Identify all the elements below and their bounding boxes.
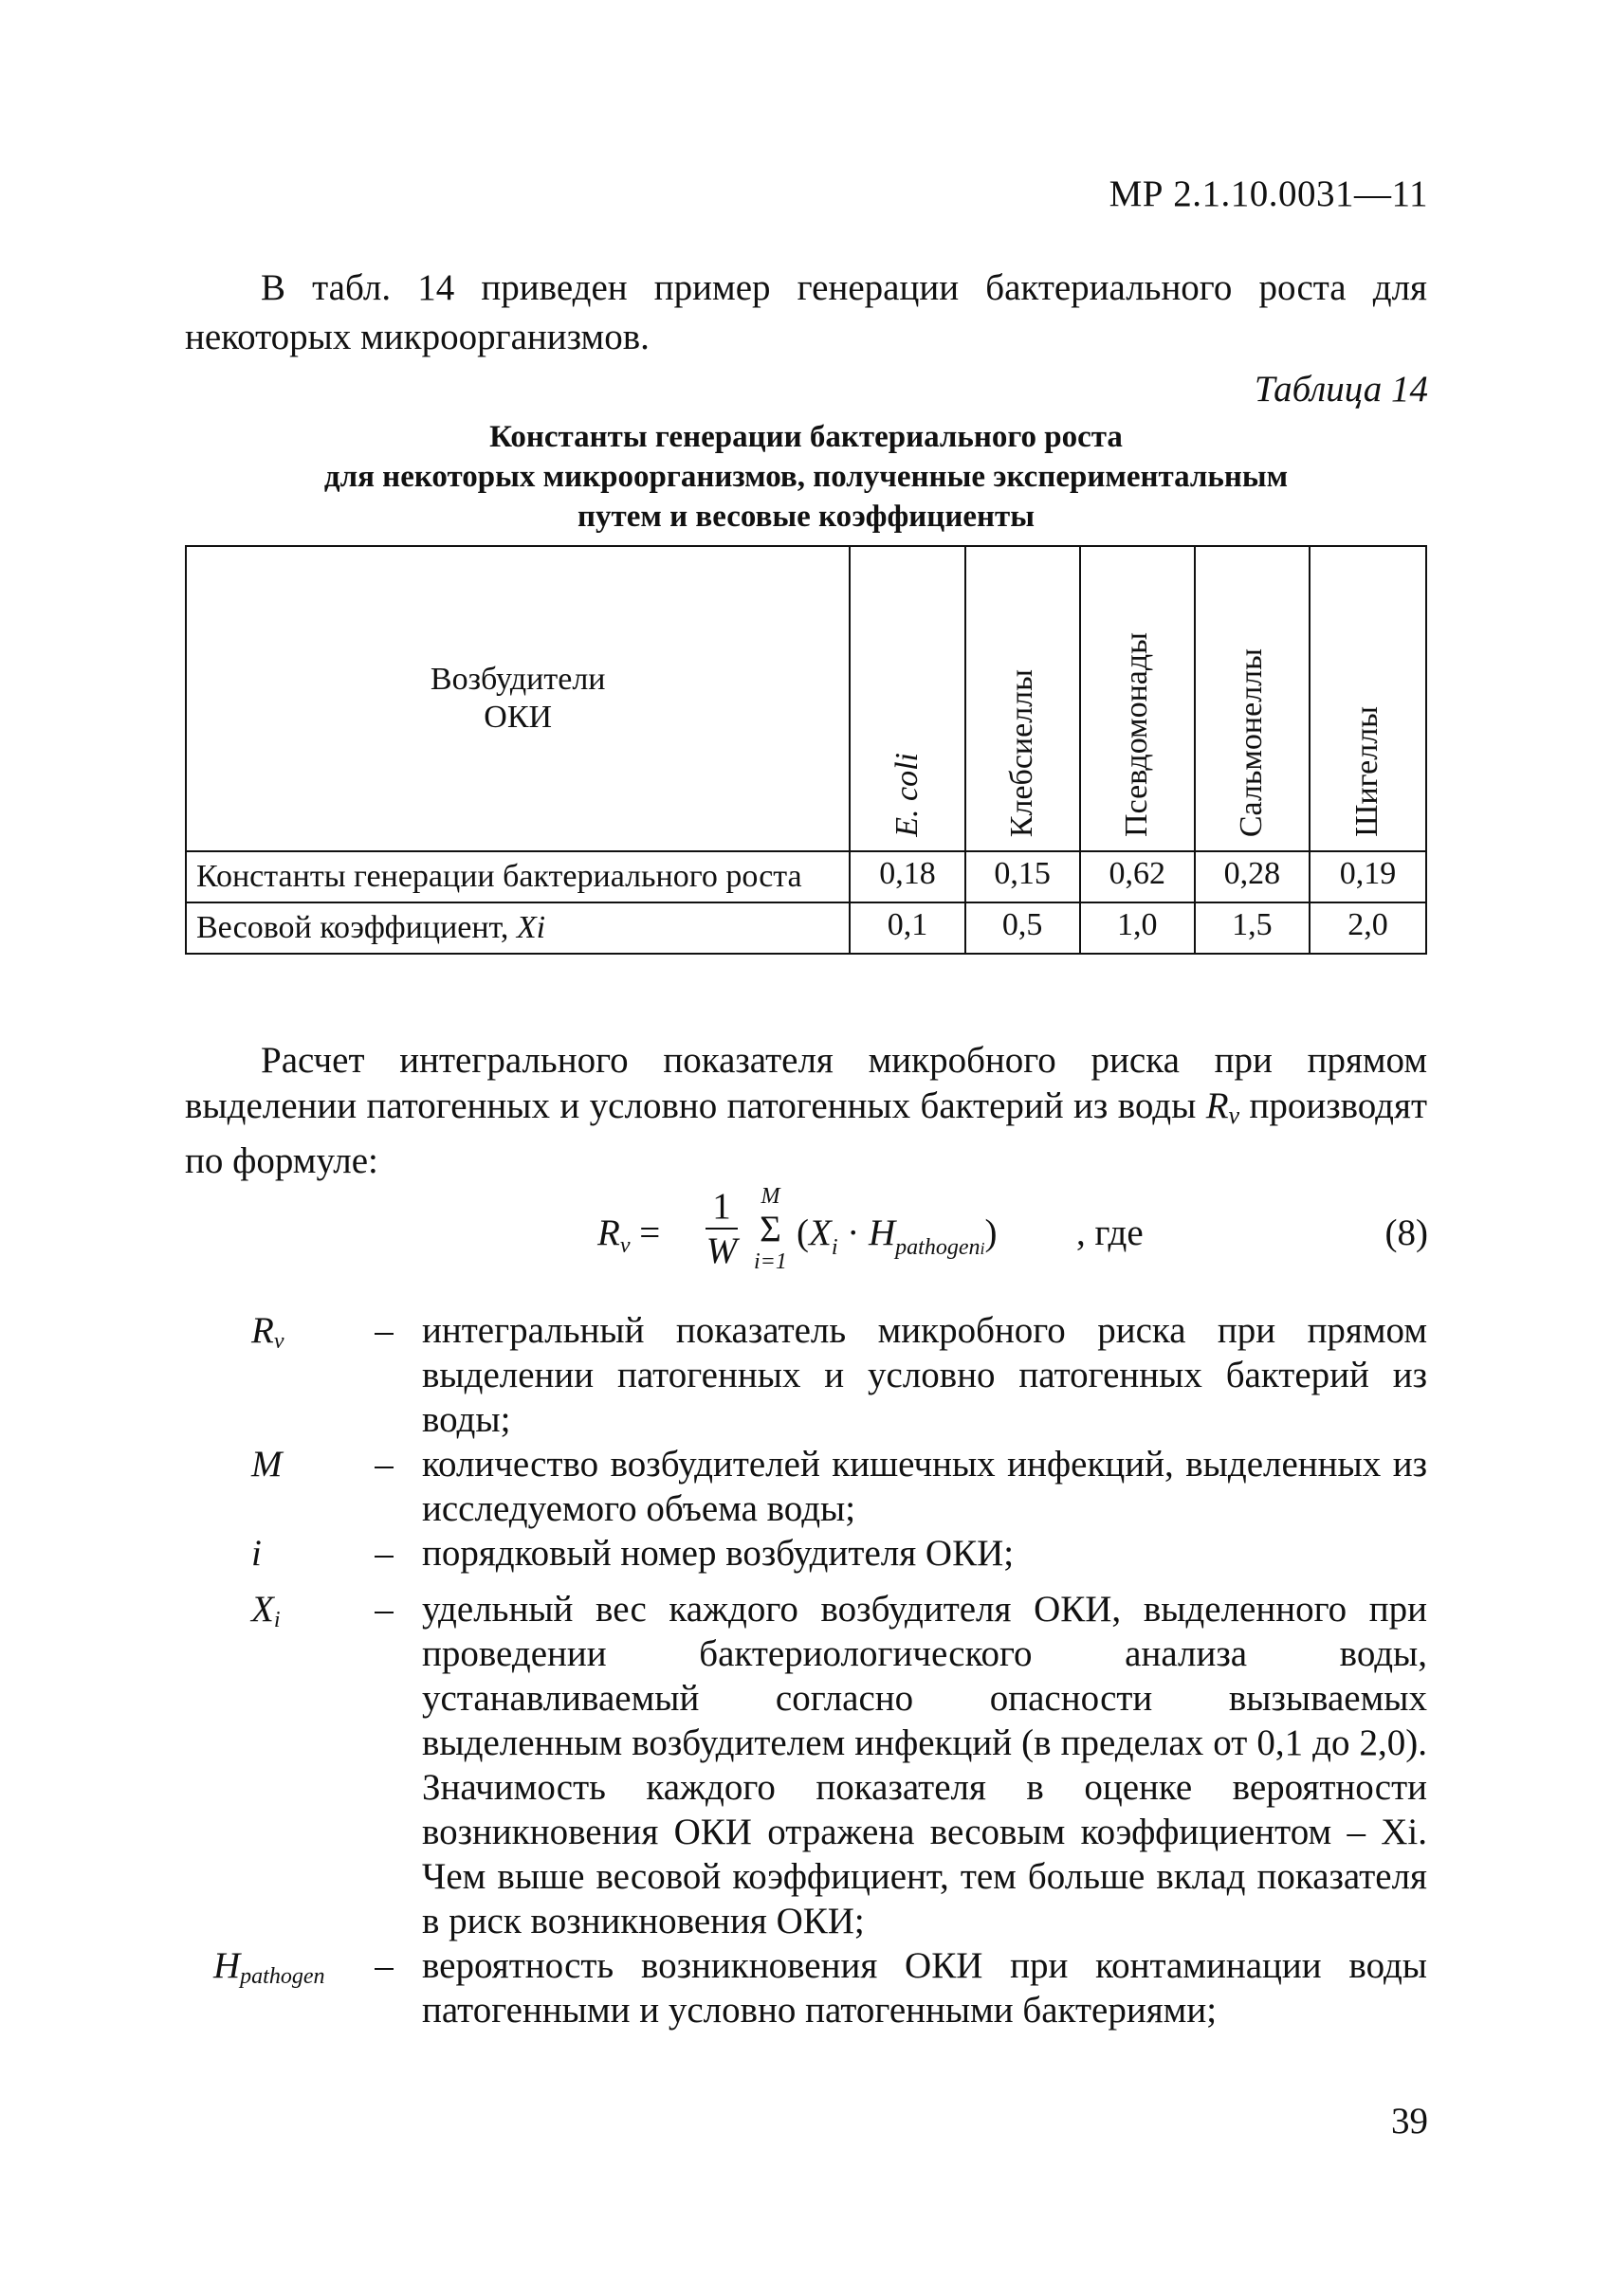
column-header-label: Сальмонеллы bbox=[1234, 647, 1270, 837]
table-cell: 2,0 bbox=[1310, 902, 1426, 954]
formula-equals: = bbox=[630, 1212, 661, 1253]
table-title-line: путем и весовые коэффициенты bbox=[577, 500, 1035, 534]
table-title-line: Константы генерации бактериального роста bbox=[489, 420, 1123, 454]
column-header-shigella bbox=[1310, 546, 1426, 851]
formula-body bbox=[797, 1212, 998, 1261]
row-label-text: Весовой коэффициент, bbox=[196, 910, 517, 945]
definition-dash: – bbox=[375, 1945, 394, 1986]
column-header-klebsiella bbox=[965, 546, 1080, 851]
table-row bbox=[186, 851, 1426, 902]
formula-x-sub: i bbox=[831, 1235, 838, 1260]
definition-text: вероятность возникновения ОКИ при контаминации воды патогенными и условно патогенными бактериями; bbox=[422, 1945, 1427, 2031]
formula-dot: · bbox=[837, 1212, 869, 1253]
definition-text: порядковый номер возбудителя ОКИ; bbox=[422, 1533, 1015, 1574]
header-label-line: ОКИ bbox=[484, 700, 553, 735]
table-header-row bbox=[186, 546, 1426, 851]
table-cell: 1,5 bbox=[1195, 902, 1310, 954]
formula-lhs bbox=[597, 1212, 660, 1259]
definition-symbol bbox=[185, 1442, 375, 1531]
definition-symbol-letter: X bbox=[251, 1589, 274, 1630]
column-header-ecoli bbox=[850, 546, 964, 851]
formula-h: H bbox=[869, 1212, 896, 1253]
definition-symbol bbox=[185, 1531, 375, 1587]
row-label-symbol: Xi bbox=[516, 910, 546, 945]
table-cell: 0,5 bbox=[965, 902, 1080, 954]
definition-symbol-sub: pathogen bbox=[240, 1964, 325, 1989]
definition-item bbox=[185, 1531, 1427, 1587]
formula-lhs-sub: v bbox=[619, 1233, 631, 1258]
formula-h-sub2: i bbox=[980, 1239, 985, 1258]
formula-x: X bbox=[809, 1212, 832, 1253]
table-title-line: для некоторых микроорганизмов, полученные экспериментальным bbox=[323, 460, 1289, 494]
table-title bbox=[185, 417, 1427, 537]
definition-dash: – bbox=[375, 1310, 394, 1351]
intro-paragraph: В табл. 14 приведен пример генерации бактериального роста для некоторых микроорганизмов. bbox=[185, 267, 1427, 357]
formula-close-paren: ) bbox=[984, 1212, 998, 1253]
column-header-salmonella bbox=[1195, 546, 1310, 851]
column-header-label: E. coli bbox=[889, 753, 925, 837]
column-header-pseudomonas bbox=[1080, 546, 1195, 851]
formula-number: (8) bbox=[1384, 1212, 1428, 1253]
table-cell: 1,0 bbox=[1080, 902, 1195, 954]
table-row bbox=[186, 902, 1426, 954]
formula-intro-paragraph bbox=[185, 1038, 1427, 1184]
data-table bbox=[185, 545, 1427, 955]
column-header-label: Псевдомонады bbox=[1119, 632, 1155, 837]
formula-numerator: 1 bbox=[712, 1186, 731, 1227]
definition-item bbox=[185, 1442, 1427, 1531]
sum-lower-limit: i=1 bbox=[754, 1249, 787, 1274]
page-number: 39 bbox=[1391, 2101, 1428, 2141]
row-label: Константы генерации бактериального роста bbox=[186, 851, 850, 902]
paragraph-text: Расчет интегрального показателя микробного риска при прямом выделении патогенных и условно патогенных бактерий из воды bbox=[185, 1040, 1427, 1126]
definitions-list bbox=[185, 1308, 1427, 2032]
definition-item bbox=[185, 1308, 1427, 1442]
formula-h-sub: pathogen bbox=[895, 1235, 981, 1260]
definition-item bbox=[185, 1587, 1427, 1943]
definition-text: количество возбудителей кишечных инфекций, выделенных из исследуемого объема воды; bbox=[422, 1444, 1427, 1529]
paragraph-symbol: R bbox=[1205, 1085, 1229, 1126]
sum-upper-limit: M bbox=[761, 1184, 780, 1209]
formula-open-paren: ( bbox=[797, 1212, 809, 1253]
table-cell: 0,18 bbox=[850, 851, 964, 902]
definition-symbol-letter: M bbox=[251, 1444, 283, 1485]
formula-fraction bbox=[704, 1185, 740, 1272]
sigma-symbol: Σ bbox=[760, 1209, 781, 1249]
definition-symbol bbox=[185, 1308, 375, 1442]
paragraph-text: производят по формуле: bbox=[185, 1085, 1427, 1181]
definition-dash: – bbox=[375, 1533, 394, 1574]
column-header-label: Шигеллы bbox=[1349, 706, 1385, 837]
formula-sum bbox=[754, 1185, 787, 1273]
paragraph-symbol-sub: v bbox=[1228, 1102, 1240, 1129]
column-header-label: Клебсиеллы bbox=[1004, 668, 1040, 837]
table-label: Таблица 14 bbox=[1254, 369, 1428, 410]
definition-symbol-sub: i bbox=[273, 1608, 281, 1632]
definition-item bbox=[185, 1943, 1427, 2032]
header-label-cell bbox=[186, 546, 850, 851]
definition-dash: – bbox=[375, 1444, 394, 1485]
table-cell: 0,15 bbox=[965, 851, 1080, 902]
definition-symbol-letter: H bbox=[213, 1945, 241, 1986]
row-label bbox=[186, 902, 850, 954]
table-cell: 0,28 bbox=[1195, 851, 1310, 902]
formula-tail: , где bbox=[1076, 1212, 1144, 1253]
definition-symbol-letter: i bbox=[251, 1533, 262, 1574]
table-cell: 0,62 bbox=[1080, 851, 1195, 902]
definition-symbol bbox=[185, 1587, 375, 1943]
formula-lhs-symbol: R bbox=[597, 1212, 620, 1253]
document-code: МР 2.1.10.0031—11 bbox=[1109, 173, 1428, 214]
definition-text: интегральный показатель микробного риска при прямом выделении патогенных и условно патогенных бактерий из воды; bbox=[422, 1310, 1427, 1440]
definition-dash: – bbox=[375, 1589, 394, 1630]
definition-symbol bbox=[185, 1943, 375, 2032]
definition-symbol-letter: R bbox=[251, 1310, 274, 1351]
formula-denominator: W bbox=[706, 1230, 738, 1271]
header-label-line: Возбудители bbox=[430, 662, 606, 697]
definition-text: удельный вес каждого возбудителя ОКИ, выделенного при проведении бактериологического анализа воды, устанавливаемый согласно опасности вызываемых выделенным возбудителем инфекций (в пределах от 0,1 до 2,0). Значимость каждого показателя в оценке вероятности возникновения ОКИ отражена весовым коэффициентом – Xi. Чем выше весовой коэффициент, тем больше вклад показателя в риск возникновения ОКИ; bbox=[422, 1589, 1427, 1941]
table-cell: 0,1 bbox=[850, 902, 964, 954]
table-cell: 0,19 bbox=[1310, 851, 1426, 902]
definition-symbol-sub: v bbox=[273, 1329, 284, 1354]
formula bbox=[597, 1185, 1451, 1289]
